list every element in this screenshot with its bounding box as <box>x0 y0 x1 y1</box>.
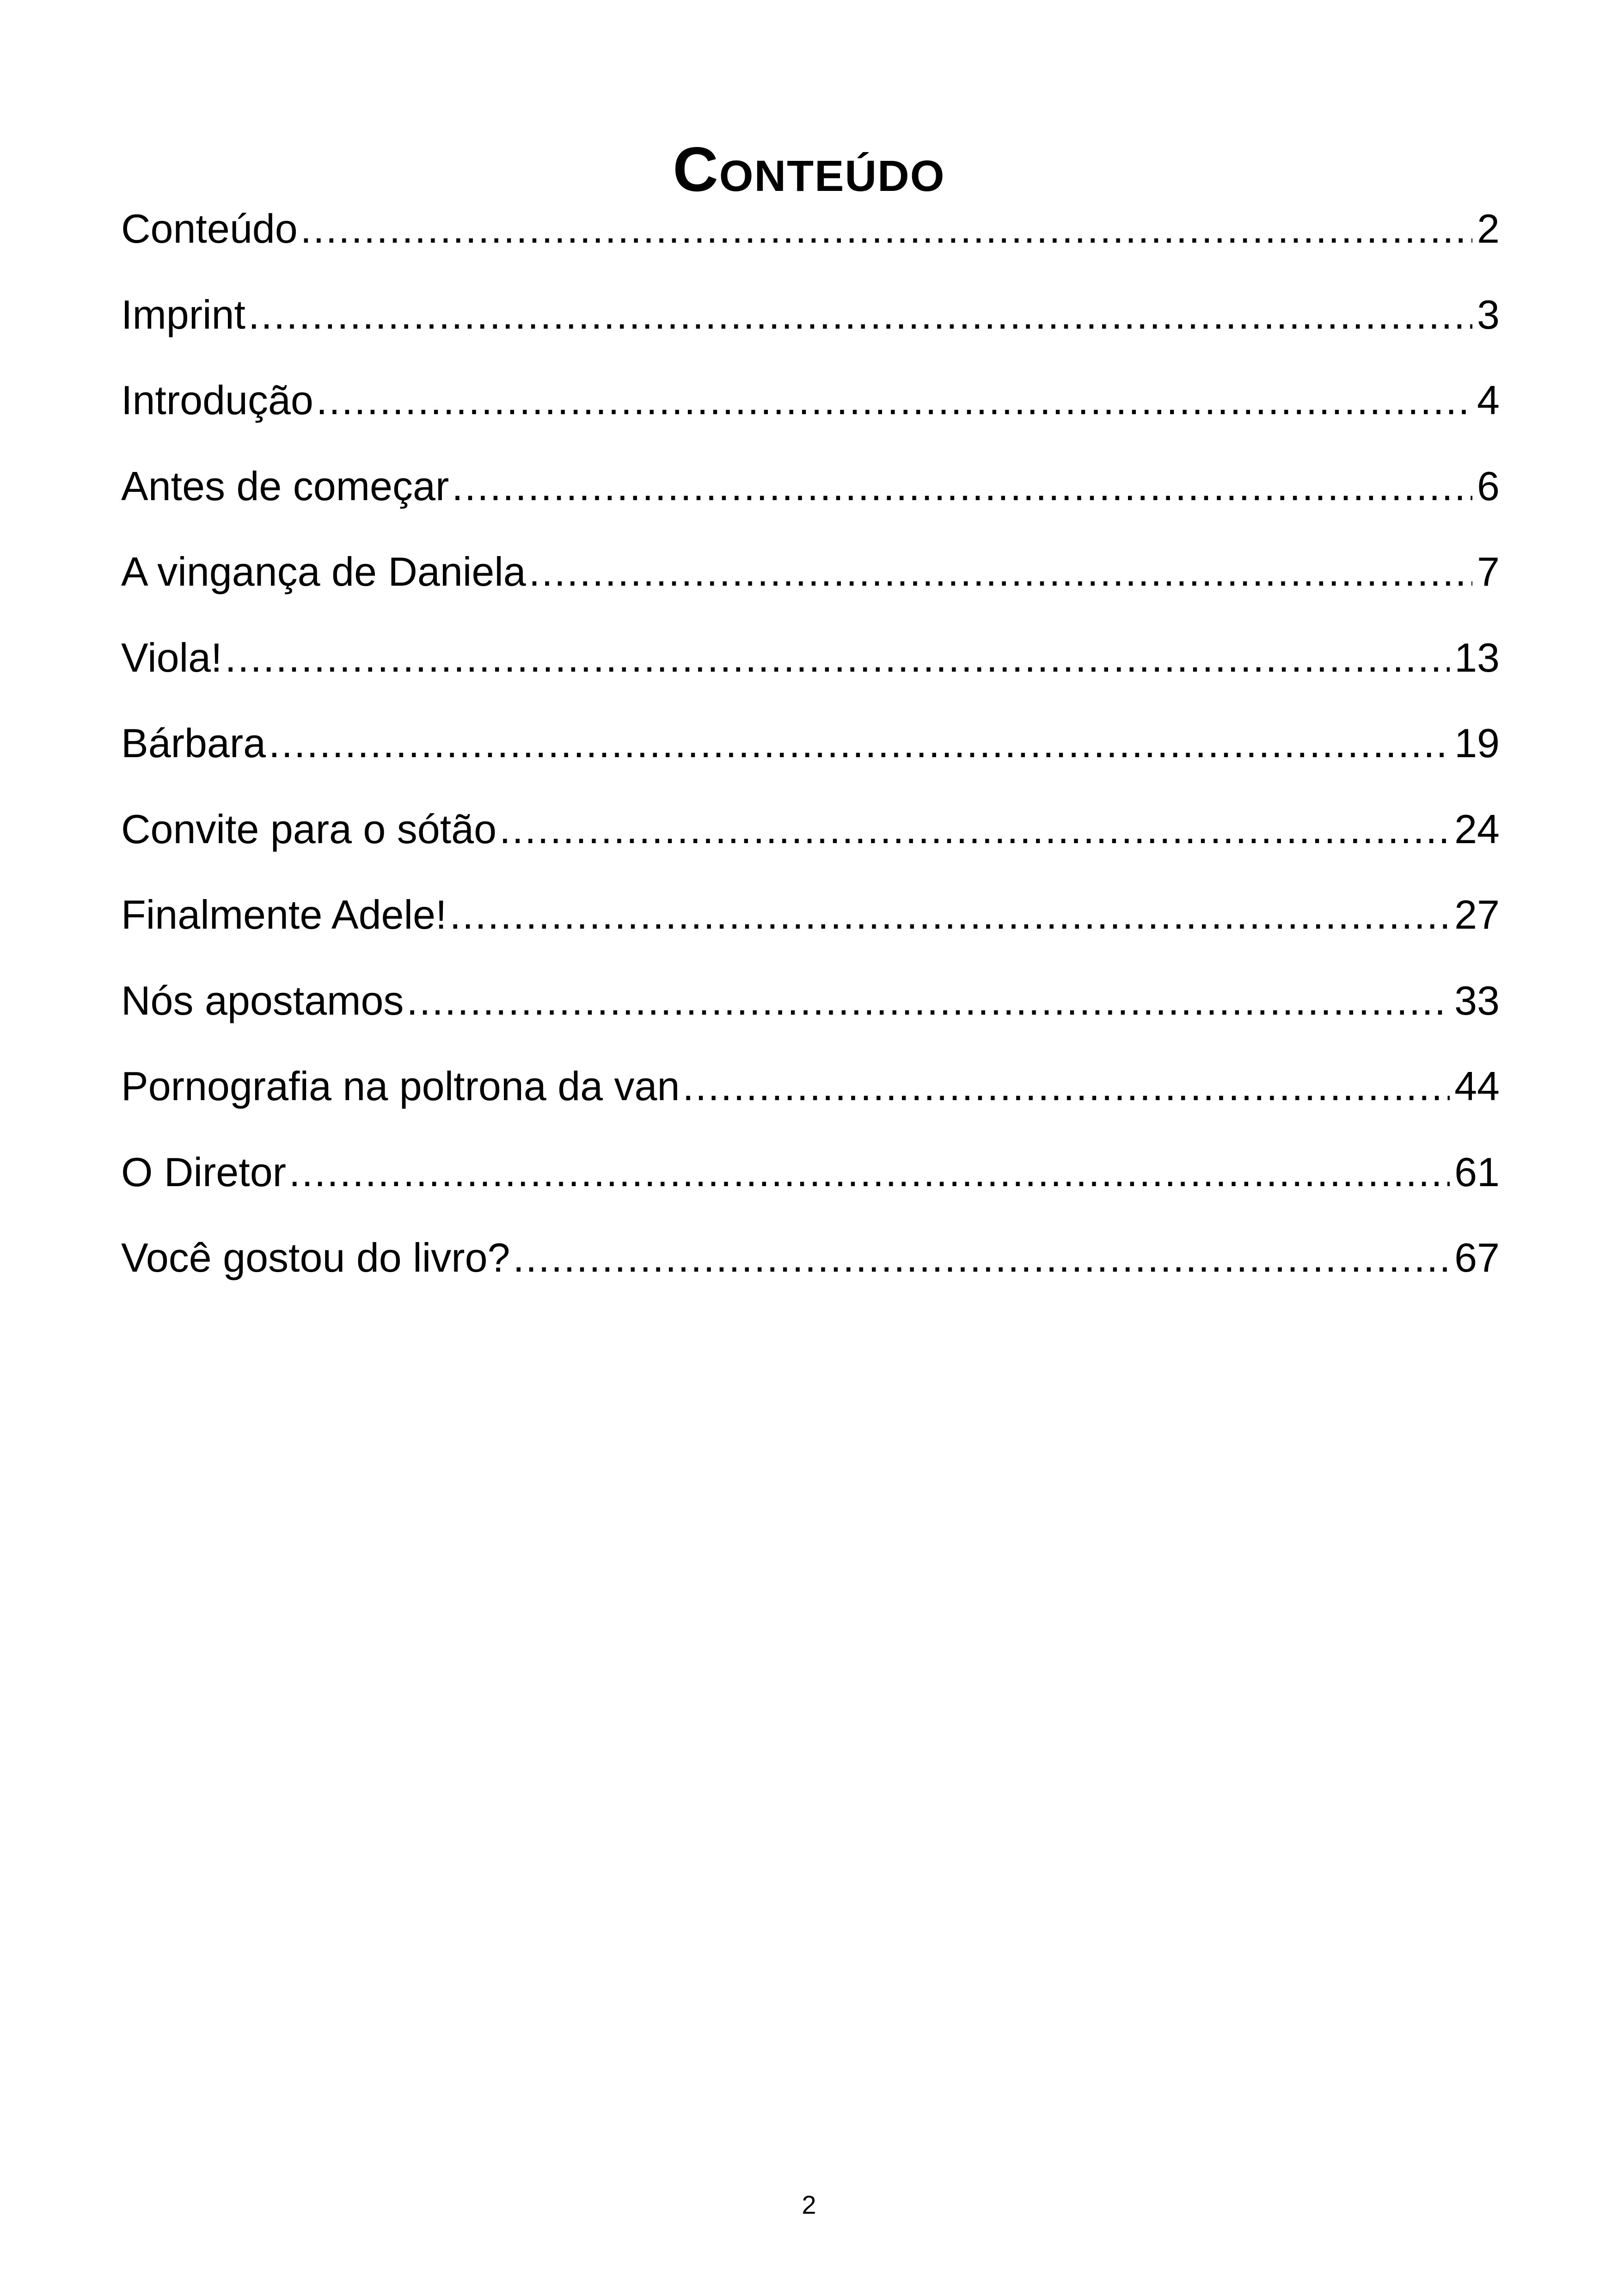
toc-entry-title: A vingança de Daniela <box>121 549 526 594</box>
toc-entry-page: 27 <box>1454 892 1500 937</box>
toc-entry-page: 61 <box>1454 1149 1500 1195</box>
toc-dot-leader <box>682 1056 1450 1116</box>
toc-dot-leader <box>499 799 1450 859</box>
toc-entry[interactable] <box>121 456 1500 542</box>
toc-entry[interactable] <box>121 1056 1500 1142</box>
toc-dot-leader <box>289 1142 1450 1202</box>
toc-entry[interactable] <box>121 628 1500 714</box>
toc-dot-leader <box>452 456 1472 516</box>
toc-entry-page: 44 <box>1454 1063 1500 1109</box>
toc-dot-leader <box>248 285 1472 345</box>
toc-entry-title: O Diretor <box>121 1149 286 1195</box>
toc-entry-page: 13 <box>1454 634 1500 680</box>
toc-entry[interactable] <box>121 1228 1500 1314</box>
toc-entry[interactable] <box>121 799 1500 885</box>
toc-dot-leader <box>225 628 1450 688</box>
toc-entry-page: 3 <box>1477 291 1500 337</box>
toc-entry[interactable] <box>121 971 1500 1057</box>
toc-entry[interactable] <box>121 542 1500 628</box>
toc-entry-title: Você gostou do livro? <box>121 1235 510 1280</box>
toc-entry-page: 19 <box>1454 720 1500 766</box>
toc-entry[interactable] <box>121 370 1500 456</box>
toc-entry[interactable] <box>121 199 1500 285</box>
toc-entry-title: Viola! <box>121 634 222 680</box>
toc-entry[interactable] <box>121 885 1500 971</box>
toc-entry-title: Antes de começar <box>121 463 449 509</box>
toc-entry[interactable] <box>121 1142 1500 1228</box>
toc-entry-page: 4 <box>1477 377 1500 423</box>
toc-entry-title: Finalmente Adele! <box>121 892 447 937</box>
toc-dot-leader <box>513 1228 1450 1288</box>
toc-entry[interactable] <box>121 713 1500 799</box>
toc-dot-leader <box>269 713 1450 773</box>
toc-entry-title: Imprint <box>121 291 245 337</box>
toc-dot-leader <box>449 885 1450 945</box>
toc-entry-page: 2 <box>1477 206 1500 251</box>
toc-entry-title: Conteúdo <box>121 206 298 251</box>
toc-entry-page: 67 <box>1454 1235 1500 1280</box>
toc-dot-leader <box>529 542 1472 602</box>
toc-entry-title: Introdução <box>121 377 313 423</box>
toc-entry-title: Bárbara <box>121 720 266 766</box>
table-of-contents <box>121 199 1500 1314</box>
toc-dot-leader <box>406 971 1450 1031</box>
page-number: 2 <box>802 2190 816 2219</box>
toc-entry-title: Pornografia na poltrona da van <box>121 1063 680 1109</box>
toc-entry-title: Nós apostamos <box>121 977 404 1023</box>
toc-entry-page: 33 <box>1454 977 1500 1023</box>
toc-dot-leader <box>300 199 1472 259</box>
toc-entry-title: Convite para o sótão <box>121 806 497 852</box>
toc-entry-page: 7 <box>1477 549 1500 594</box>
toc-entry-page: 6 <box>1477 463 1500 509</box>
page-title: Conteúdo <box>673 134 945 205</box>
toc-dot-leader <box>316 370 1472 430</box>
toc-entry-page: 24 <box>1454 806 1500 852</box>
toc-entry[interactable] <box>121 285 1500 371</box>
